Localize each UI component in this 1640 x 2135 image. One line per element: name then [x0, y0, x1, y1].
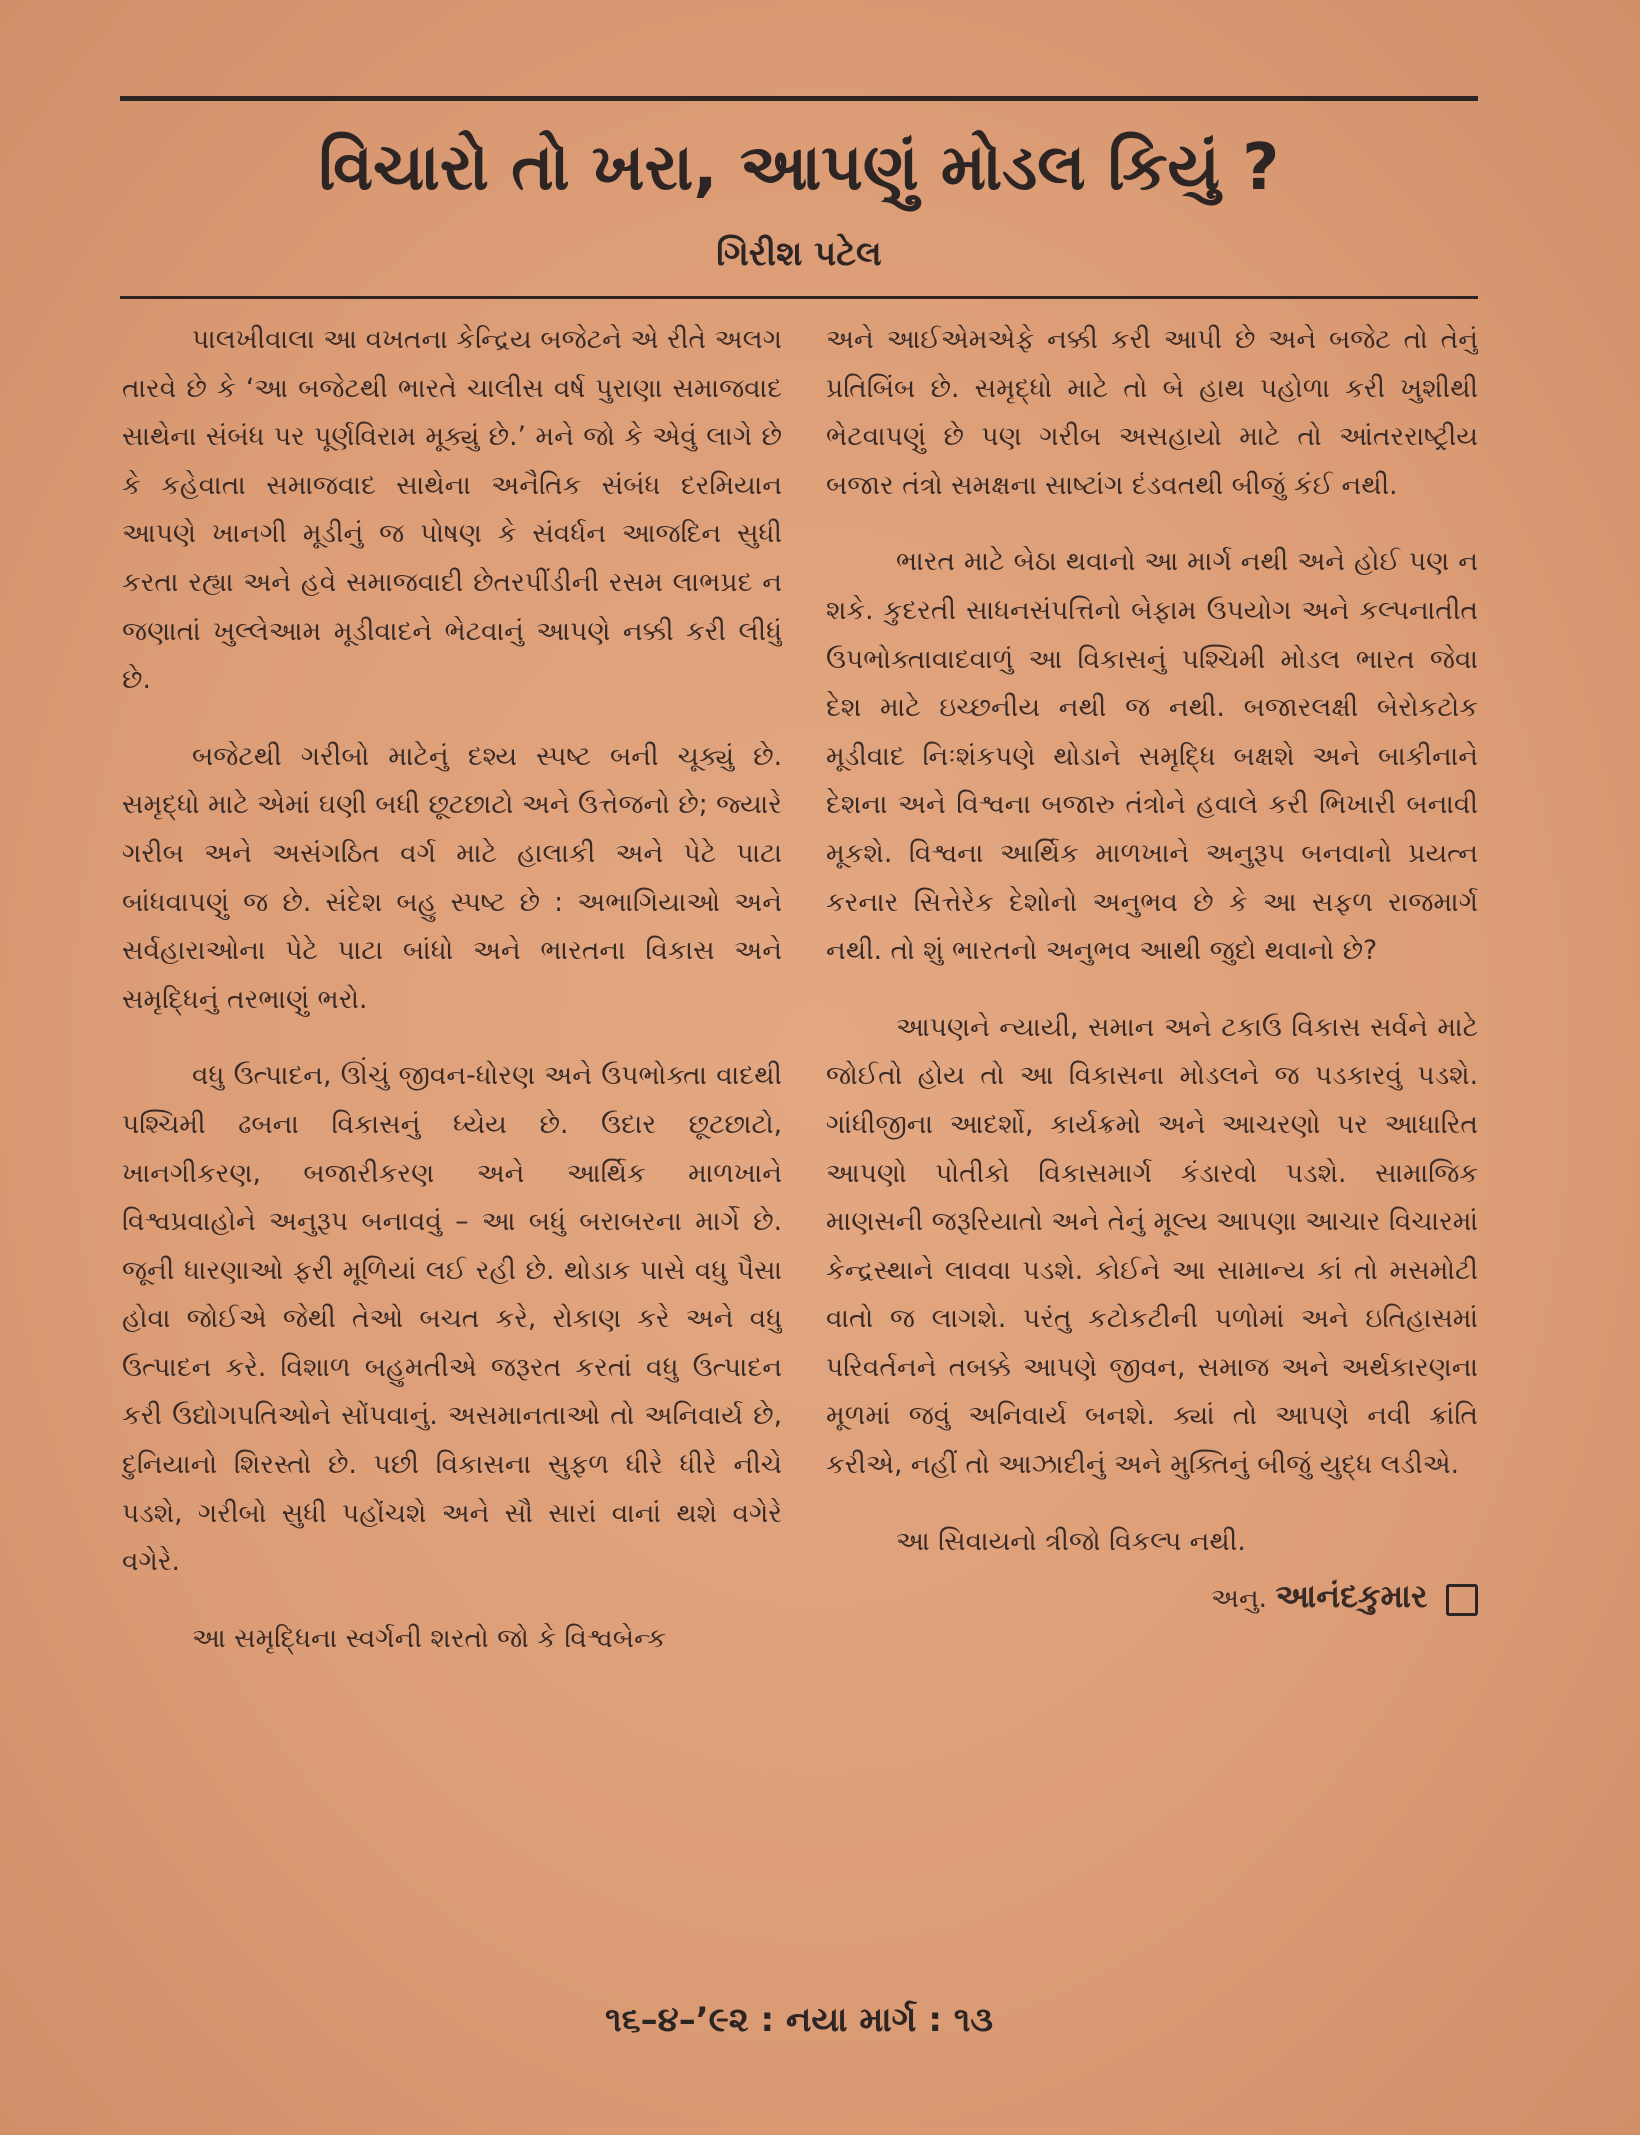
translator-credit — [826, 1572, 1478, 1624]
paragraph: આપણને ન્યાયી, સમાન અને ટકાઉ વિકાસ સર્વને માટે જોઈતો હોય તો આ વિકાસના મોડલને જ પડકારવું પડશે. ગાંધીજીના આદર્શો, કાર્યક્રમો અને આચરણો પર આધારિત આપણો પોતીકો વિકાસમાર્ગ કંડારવો પડશે. સામાજિક માણસની જરૂરિયાતો અને તેનું મૂલ્ય આપણા આચાર વિચારમાં કેન્દ્રસ્થાને લાવવા પડશે. કોઈને આ સામાન્ય કાં તો મસમોટી વાતો જ લાગશે. પરંતુ કટોકટીની પળોમાં અને ઇતિહાસમાં પરિવર્તનને તબક્કે આપણે જીવન, સમાજ અને અર્થકારણના મૂળમાં જવું અનિવાર્ય બનશે. ક્યાં તો આપણે નવી ક્રાંતિ કરીએ, નહીં તો આઝાદીનું અને મુક્તિનું બીજું યુદ્ધ લડીએ. — [826, 1011, 1478, 1481]
page-footer: ૧૬–૪–’૯૨ : નયા માર્ગ : ૧૩ — [604, 2000, 994, 2040]
paragraph: આ સિવાયનો ત્રીજો વિકલ્પ નથી. — [896, 1525, 1246, 1557]
article-title: વિચારો તો ખરા, આપણું મોડલ કિયું ? — [318, 131, 1280, 205]
paragraph: અને આઈએમએફે નક્કી કરી આપી છે અને બજેટ તો તેનું પ્રતિબિંબ છે. સમૃદ્ધો માટે તો બે હાથ પહોળા કરી ખુશીથી ભેટવાપણું છે પણ ગરીબ અસહાયો માટે તો આંતરરાષ્ટ્રીય બજાર તંત્રો સમક્ષના સાષ્ટાંગ દંડવતથી બીજું કંઈ નથી. — [826, 324, 1478, 501]
end-mark-icon — [1446, 1584, 1478, 1616]
translator-name: આનંદકુમાર — [1275, 1577, 1428, 1616]
right-column — [826, 316, 1478, 1916]
header-rule — [120, 296, 1478, 299]
article-author: ગિરીશ પટેલ — [716, 234, 882, 274]
left-column — [122, 316, 782, 1916]
paragraph: વધુ ઉત્પાદન, ઊંચું જીવન-ધોરણ અને ઉપભોક્તા વાદથી પશ્ચિમી ઢબના વિકાસનું ધ્યેય છે. ઉદાર છૂટછાટો, ખાનગીકરણ, બજારીકરણ અને આર્થિક માળખાને વિશ્વપ્રવાહોને અનુરૂપ બનાવવું – આ બધું બરાબરના માર્ગે છે. જૂની ધારણાઓ ફરી મૂળિયાં લઈ રહી છે. થોડાક પાસે વધુ પૈસા હોવા જોઈએ જેથી તેઓ બચત કરે, રોકાણ કરે અને વધુ ઉત્પાદન કરે. વિશાળ બહુમતીએ જરૂરત કરતાં વધુ ઉત્પાદન કરી ઉદ્યોગપતિઓને સોંપવાનું. અસમાનતાઓ તો અનિવાર્ય છે, દુનિયાનો શિરસ્તો છે. પછી વિકાસના સુફળ ધીરે ધીરે નીચે પડશે, ગરીબો સુધી પહોંચશે અને સૌ સારાં વાનાં થશે વગેરે વગેરે. — [122, 1060, 782, 1578]
paragraph: પાલખીવાલા આ વખતના કેન્દ્રિય બજેટને એ રીતે અલગ તારવે છે કે ‘આ બજેટથી ભારતે ચાલીસ વર્ષ પુરાણા સમાજવાદ સાથેના સંબંધ પર પૂર્ણવિરામ મૂક્યું છે.’ મને જો કે એવું લાગે છે કે કહેવાતા સમાજવાદ સાથેના અનૈતિક સંબંધ દરમિયાન આપણે ખાનગી મૂડીનું જ પોષણ કે સંવર્ધન આજદિન સુધી કરતા રહ્યા અને હવે સમાજવાદી છેતરપીંડીની રસમ લાભપ્રદ ન જણાતાં ખુલ્લેઆમ મૂડીવાદને ભેટવાનું આપણે નક્કી કરી લીધું છે. — [122, 324, 782, 696]
paragraph: આ સમૃદ્ધિના સ્વર્ગની શરતો જો કે વિશ્વબેન્ક — [192, 1622, 666, 1654]
paragraph: બજેટથી ગરીબો માટેનું દશ્ય સ્પષ્ટ બની ચૂક્યું છે. સમૃદ્ધો માટે એમાં ઘણી બધી છૂટછાટો અને ઉત્તેજનો છે; જ્યારે ગરીબ અને અસંગઠિત વર્ગ માટે હાલાકી અને પેટે પાટા બાંધવાપણું જ છે. સંદેશ બહુ સ્પષ્ટ છે : અભાગિયાઓ અને સર્વહારાઓના પેટે પાટા બાંધો અને ભારતના વિકાસ અને સમૃદ્ધિનું તરભાણું ભરો. — [122, 740, 782, 1015]
top-rule — [120, 96, 1478, 101]
translator-prefix: અનુ. — [1210, 1583, 1268, 1615]
paragraph: ભારત માટે બેઠા થવાનો આ માર્ગ નથી અને હોઈ પણ ન શકે. કુદરતી સાધનસંપત્તિનો બેફામ ઉપયોગ અને કલ્પનાતીત ઉપભોક્તાવાદવાળું આ વિકાસનું પશ્ચિમી મોડલ ભારત જેવા દેશ માટે ઇચ્છનીય નથી જ નથી. બજારલક્ષી બેરોકટોક મૂડીવાદ નિઃશંકપણે થોડાને સમૃદ્ધિ બક્ષશે અને બાકીનાને દેશના અને વિશ્વના બજારુ તંત્રોને હવાલે કરી ભિખારી બનાવી મૂકશે. વિશ્વના આર્થિક માળખાને અનુરૂપ બનવાનો પ્રયત્ન કરનાર સિત્તેરેક દેશોનો અનુભવ છે કે આ સફળ રાજમાર્ગ નથી. તો શું ભારતનો અનુભવ આથી જુદો થવાનો છે? — [826, 546, 1478, 967]
